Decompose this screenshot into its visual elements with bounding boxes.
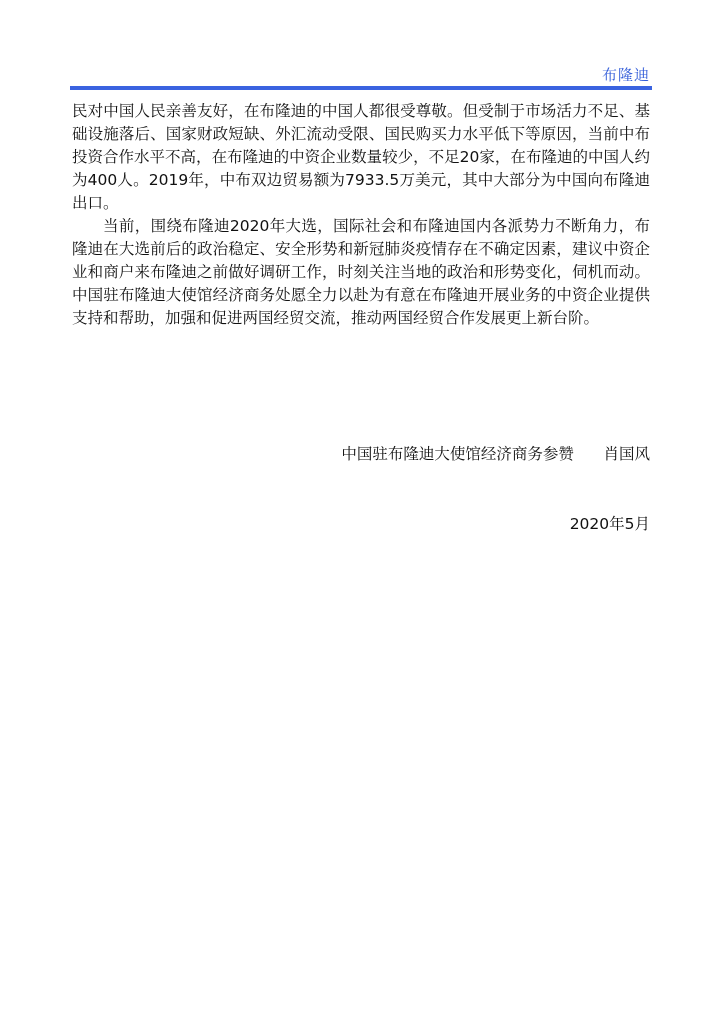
document-date: 2020年5月 — [569, 515, 650, 533]
paragraph-continued: 民对中国人民亲善友好，在布隆迪的中国人都很受尊敬。但受制于市场活力不足、基础设施落后、国家财政短缺、外汇流动受限、国民购买力水平低下等原因，当前中布投资合作水平不高，在布隆迪的中资企业数量较少，不足20家，在布隆迪的中国人约为400人。2019年，中布双边贸易额为7933.5万美元，其中大部分为中国向布隆迪出口。 — [72, 102, 650, 212]
paragraph: 当前，围绕布隆迪2020年大选，国际社会和布隆迪国内各派势力不断角力，布隆迪在大选前后的政治稳定、安全形势和新冠肺炎疫情存在不确定因素，建议中资企业和商户来布隆迪之前做好调研工作，时刻关注当地的政治和形势变化，伺机而动。中国驻布隆迪大使馆经济商务处愿全力以赴为有意在布隆迪开展业务的中资企业提供支持和帮助，加强和促进两国经贸交流，推动两国经贸合作发展更上新台阶。 — [72, 217, 650, 327]
header-rule — [70, 86, 652, 90]
running-header-title: 布隆迪 — [601, 66, 650, 84]
signature-name: 肖国风 — [603, 445, 650, 463]
signature-organization: 中国驻布隆迪大使馆经济商务参赞 — [341, 445, 574, 463]
body-text — [72, 100, 650, 330]
signature — [341, 442, 650, 464]
